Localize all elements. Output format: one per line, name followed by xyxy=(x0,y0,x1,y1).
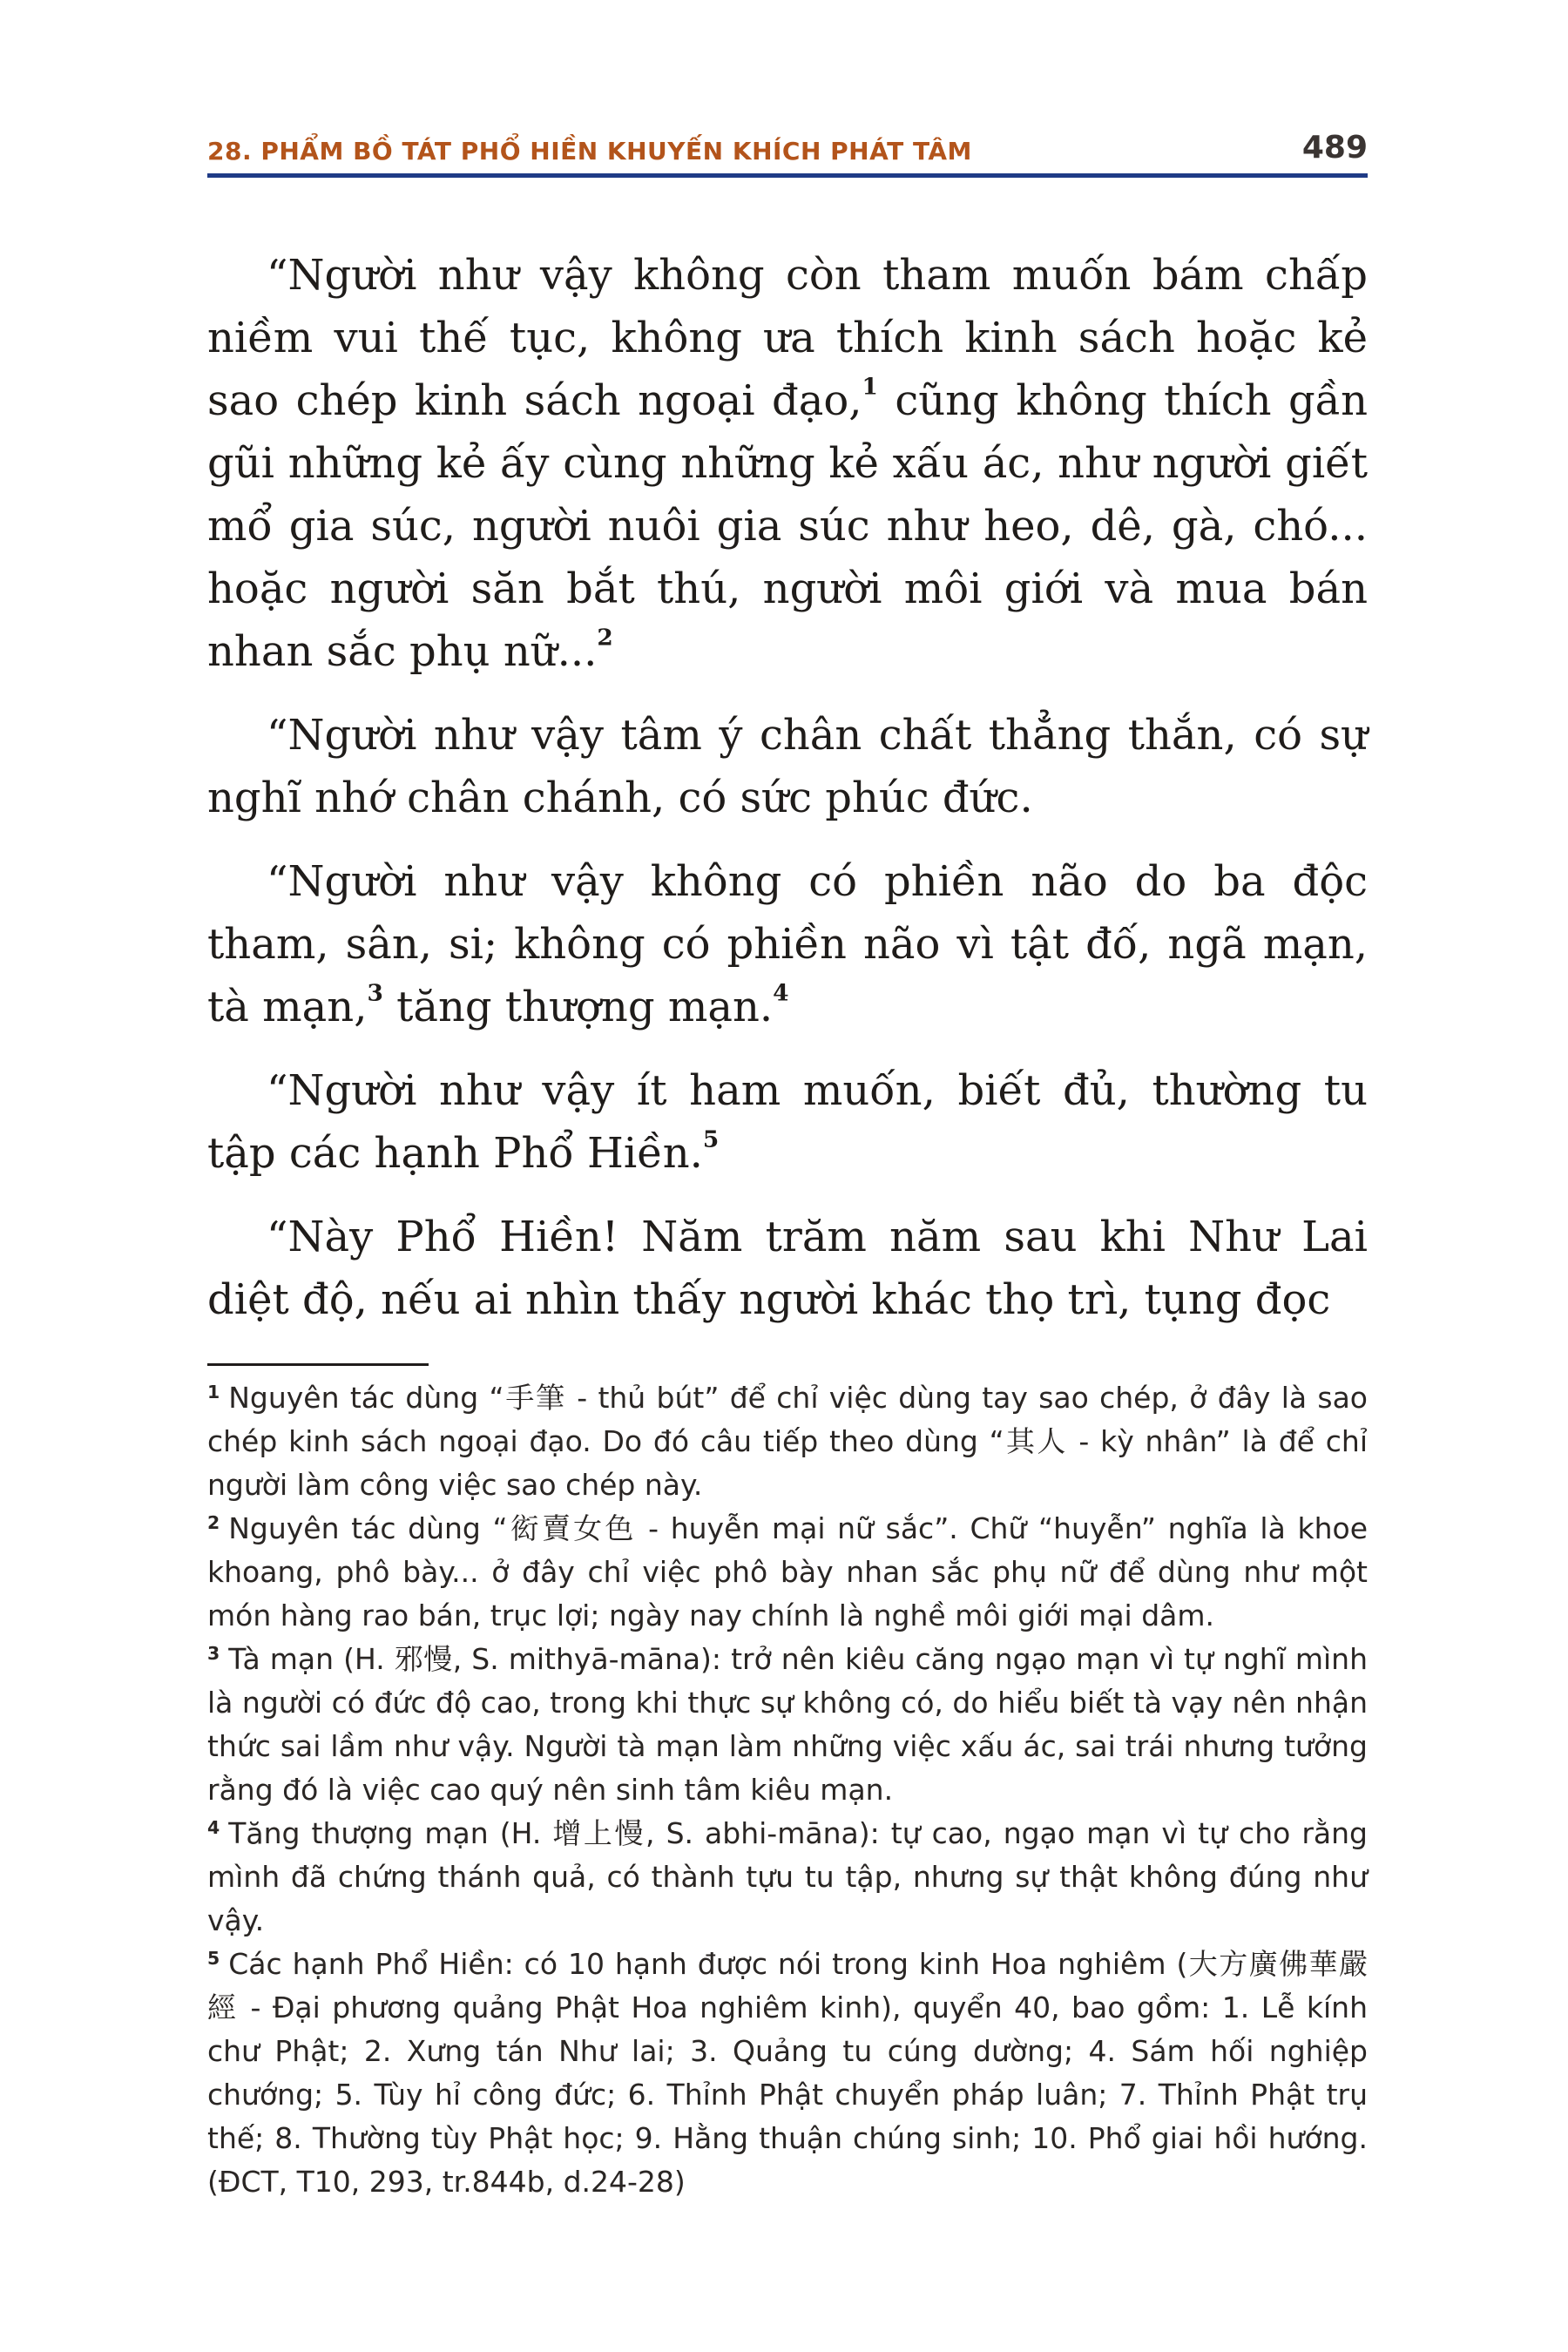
chapter-title: 28. PHẨM BỒ TÁT PHỔ HIỀN KHUYẾN KHÍCH PHÁT TÂM xyxy=(207,137,972,166)
footnote-1 xyxy=(207,1376,1368,1507)
footnote-ref-2: 2 xyxy=(597,624,613,652)
footnote-2 xyxy=(207,1507,1368,1638)
footnote-3 xyxy=(207,1638,1368,1812)
footnote-mark-1: 1 xyxy=(207,1381,220,1402)
paragraph-5-text: “Này Phổ Hiền! Năm trăm năm sau khi Như Lai diệt độ, nếu ai nhìn thấy người khác thọ trì, tụng đọc xyxy=(207,1213,1368,1324)
paragraph-3-text-a: “Người như vậy không có phiền não do ba độc tham, sân, si; không có phiền não vì tật đố, ngã mạn, tà mạn, xyxy=(207,857,1368,1031)
footnote-4 xyxy=(207,1812,1368,1943)
page-number: 489 xyxy=(1301,130,1368,166)
paragraph-4-text: “Người như vậy ít ham muốn, biết đủ, thường tu tập các hạnh Phổ Hiền. xyxy=(207,1066,1368,1178)
footnote-5 xyxy=(207,1943,1368,2204)
footnote-ref-1: 1 xyxy=(862,373,878,401)
footnote-mark-3: 3 xyxy=(207,1642,220,1664)
footnote-text-3: Tà mạn (H. 邪慢, S. mithyā-māna): trở nên kiêu căng ngạo mạn vì tự nghĩ mình là người có đức độ cao, trong khi thực sự không có, do hiểu biết tà vạy nên nhận thức sai lầm như vậy. Người tà mạn làm những việc xấu ác, sai trái nhưng tưởng rằng đó là việc cao quý nên sinh tâm kiêu mạn. xyxy=(207,1642,1368,1807)
body-text xyxy=(207,244,1368,1352)
paragraph-4 xyxy=(207,1059,1368,1185)
paragraph-1 xyxy=(207,244,1368,683)
footnote-mark-5: 5 xyxy=(207,1947,220,1969)
paragraph-3 xyxy=(207,850,1368,1038)
footnote-mark-4: 4 xyxy=(207,1816,220,1838)
paragraph-2-text: “Người như vậy tâm ý chân chất thẳng thắn, có sự nghĩ nhớ chân chánh, có sức phúc đức. xyxy=(207,711,1368,822)
footnote-text-2: Nguyên tác dùng “衒賣女色 - huyễn mại nữ sắc”. Chữ “huyễn” nghĩa là khoe khoang, phô bày... ở đây chỉ việc phô bày nhan sắc phụ nữ để dùng như một món hàng rao bán, trục lợi; ngày nay chính là nghề môi giới mại dâm. xyxy=(207,1511,1368,1632)
footnotes xyxy=(207,1376,1368,2204)
footnote-ref-5: 5 xyxy=(702,1125,720,1153)
paragraph-1-text-a: “Người như vậy không còn tham muốn bám chấp niềm vui thế tục, không ưa thích kinh sách hoặc kẻ sao chép kinh sách ngoại đạo, xyxy=(207,251,1368,425)
footnote-mark-2: 2 xyxy=(207,1511,220,1533)
footnote-text-5: Các hạnh Phổ Hiền: có 10 hạnh được nói trong kinh Hoa nghiêm (大方廣佛華嚴經 - Đại phương quảng Phật Hoa nghiêm kinh), quyển 40, bao gồm: 1. Lễ kính chư Phật; 2. Xưng tán Như lai; 3. Quảng tu cúng dường; 4. Sám hối nghiệp chướng; 5. Tùy hỉ công đức; 6. Thỉnh Phật chuyển pháp luân; 7. Thỉnh Phật trụ thế; 8. Thường tùy Phật học; 9. Hằng thuận chúng sinh; 10. Phổ giai hồi hướng. (ĐCT, T10, 293, tr.844b, d.24-28) xyxy=(207,1947,1368,2199)
paragraph-3-text-b: tăng thượng mạn. xyxy=(382,983,774,1031)
paragraph-1-text-b: cũng không thích gần gũi những kẻ ấy cùng những kẻ xấu ác, như người giết mổ gia súc, người nuôi gia súc như heo, dê, gà, chó... hoặc người săn bắt thú, người môi giới và mua bán nhan sắc phụ nữ... xyxy=(207,376,1368,676)
running-head xyxy=(207,131,1368,174)
footnote-text-1: Nguyên tác dùng “手筆 - thủ bút” để chỉ việc dùng tay sao chép, ở đây là sao chép kinh sách ngoại đạo. Do đó câu tiếp theo dùng “其人 - kỳ nhân” là để chỉ người làm công việc sao chép này. xyxy=(207,1381,1368,1502)
header-rule xyxy=(207,173,1368,178)
footnote-ref-4: 4 xyxy=(773,979,789,1007)
paragraph-2 xyxy=(207,704,1368,829)
footnote-text-4: Tăng thượng mạn (H. 增上慢, S. abhi-māna): tự cao, ngạo mạn vì tự cho rằng mình đã chứng thánh quả, có thành tựu tu tập, nhưng sự thật không đúng như vậy. xyxy=(207,1816,1368,1937)
paragraph-5 xyxy=(207,1206,1368,1331)
footnote-rule xyxy=(207,1363,429,1366)
footnote-ref-3: 3 xyxy=(367,979,383,1007)
